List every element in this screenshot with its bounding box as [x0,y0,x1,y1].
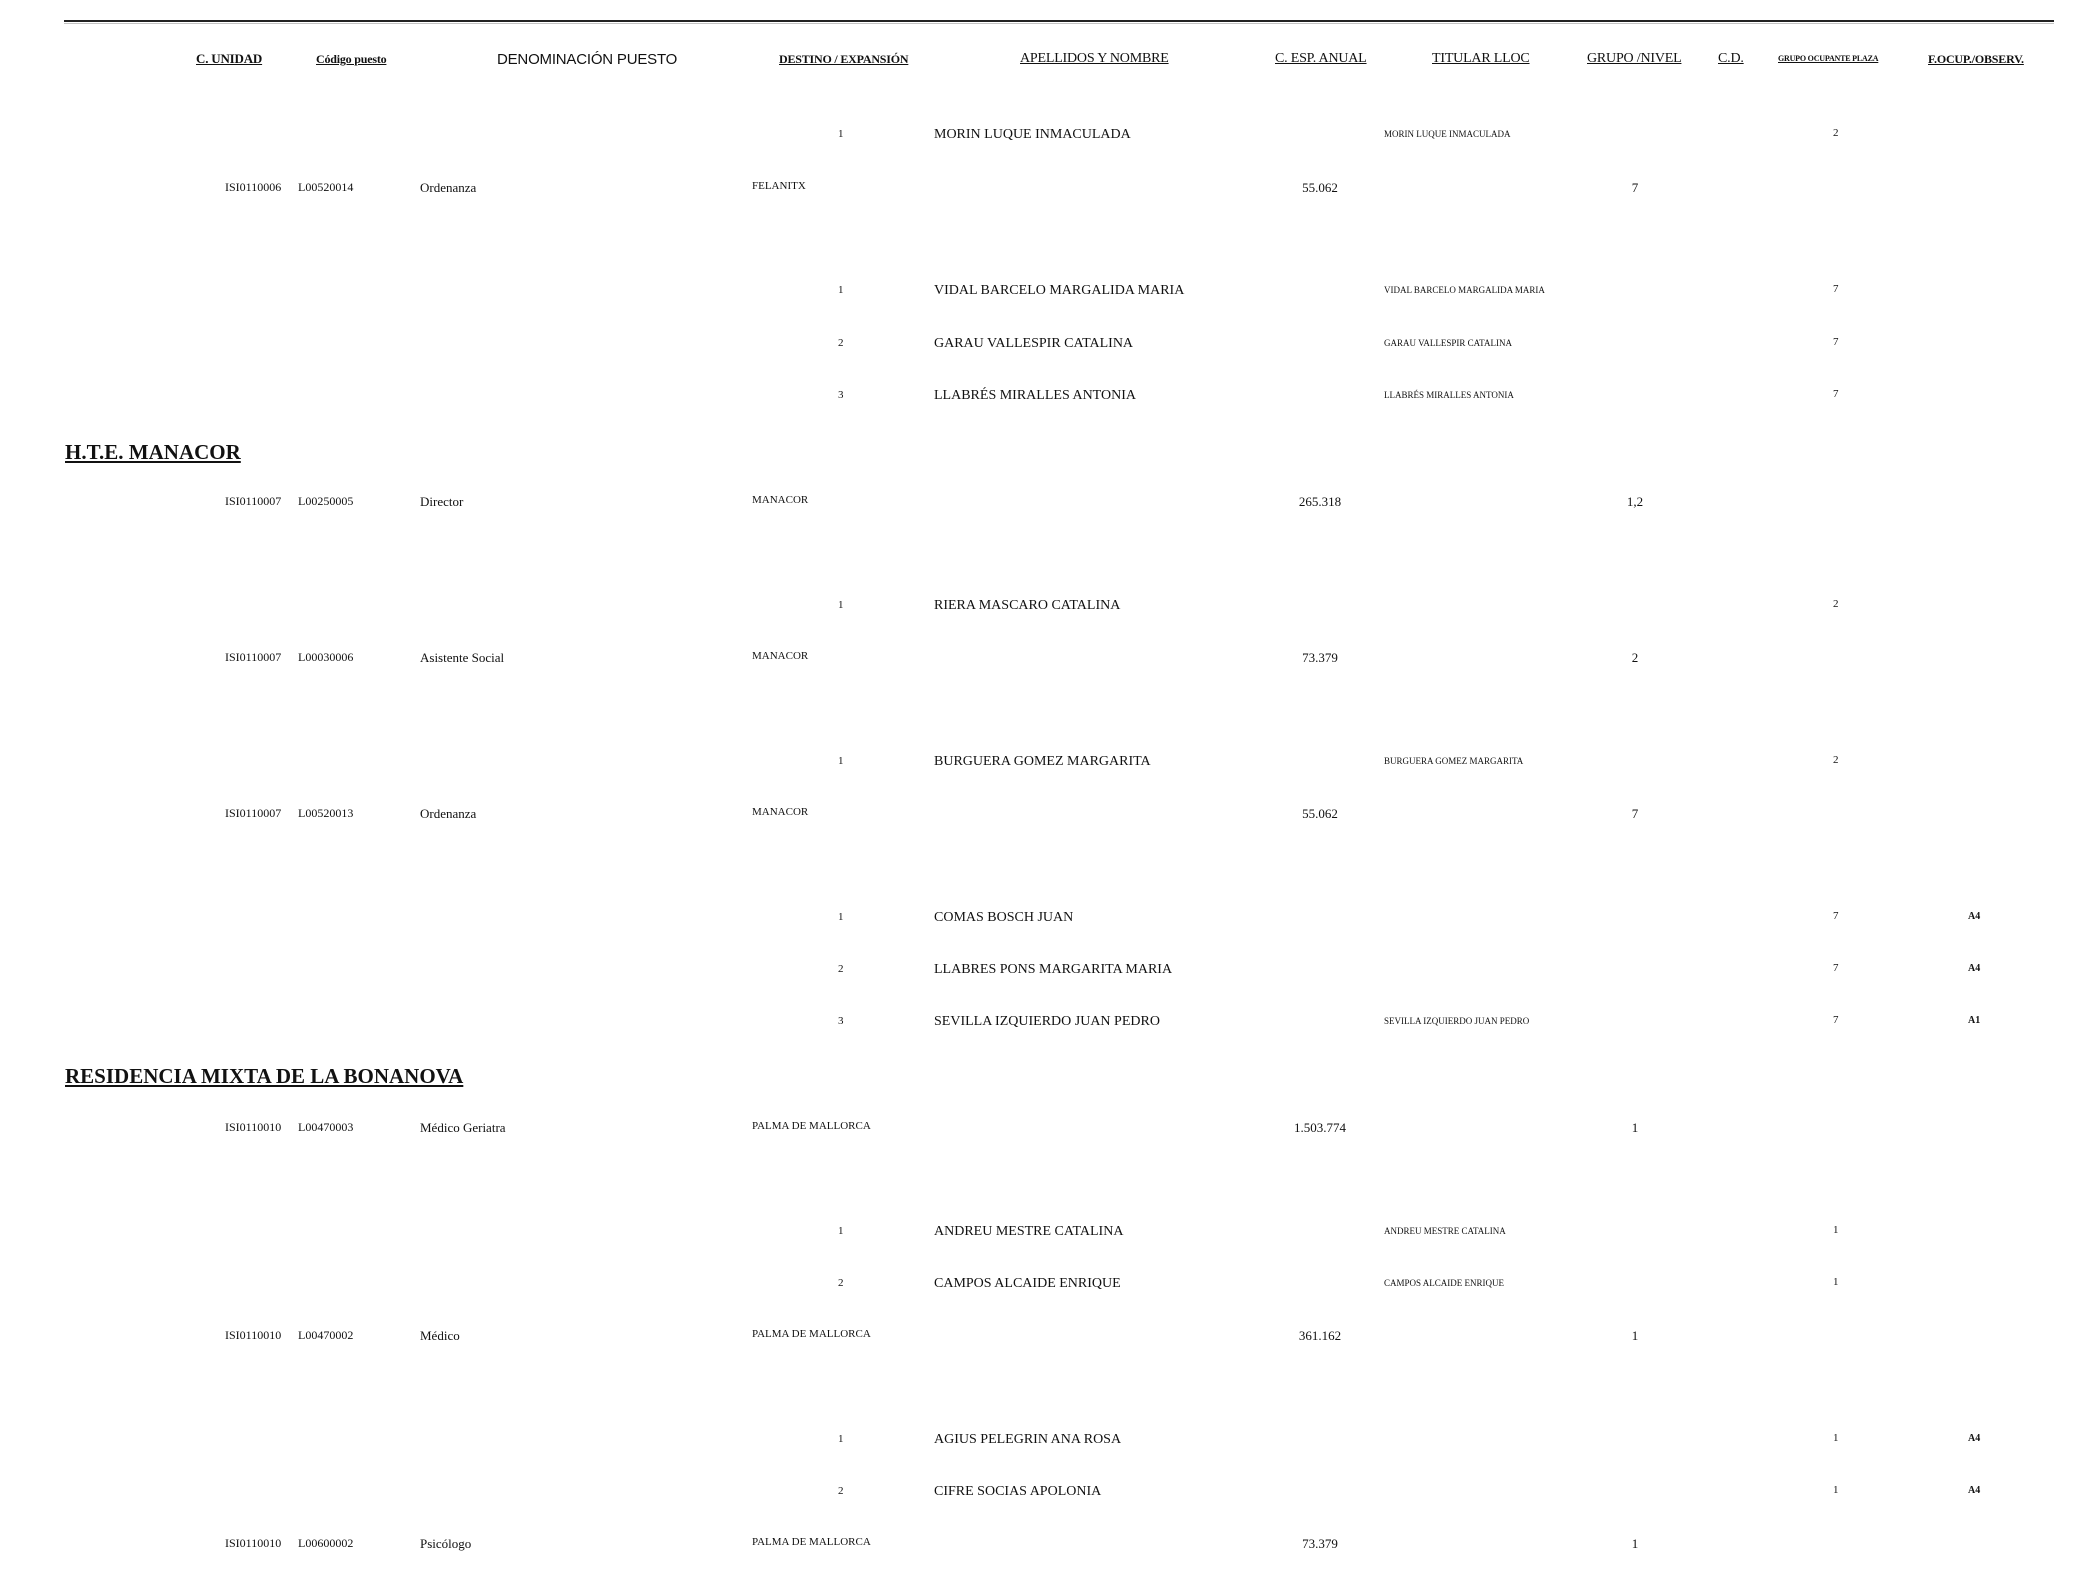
header-apellidos: APELLIDOS Y NOMBRE [1020,51,1169,66]
occupant-group: 7 [1833,283,1839,295]
post-name: Ordenanza [420,180,477,195]
occupant-number: 1 [838,599,844,611]
annual-specific-pay: 73.379 [1302,1536,1338,1551]
group-level: 7 [1631,806,1639,821]
occupant-name: COMAS BOSCH JUAN [934,910,1074,925]
header-titular: TITULAR LLOC [1432,51,1530,66]
destination: PALMA DE MALLORCA [752,1536,871,1548]
header-c-unidad: C. UNIDAD [196,51,263,66]
occupant-name: SEVILLA IZQUIERDO JUAN PEDRO [934,1014,1160,1029]
destination: MANACOR [752,650,809,662]
occupant-name: VIDAL BARCELO MARGALIDA MARIA [934,283,1185,298]
occupant-name: RIERA MASCARO CATALINA [934,598,1121,613]
occupant-name: AGIUS PELEGRIN ANA ROSA [934,1432,1122,1447]
titular-name: LLABRÉS MIRALLES ANTONIA [1384,390,1514,400]
occupant-name: MORIN LUQUE INMACULADA [934,127,1131,142]
destination: PALMA DE MALLORCA [752,1328,871,1340]
occupant-number: 1 [838,1433,844,1445]
post-code: L00520014 [298,180,354,194]
occupant-group: 2 [1833,598,1839,610]
group-level: 1,2 [1626,494,1644,509]
occupant-number: 2 [838,1485,844,1497]
post-name: Director [420,494,464,509]
post-name: Psicólogo [420,1536,472,1551]
post-name: Ordenanza [420,806,477,821]
unit-code: ISI0110007 [225,494,282,508]
occupant-group: 1 [1833,1432,1839,1444]
occupant-group: 2 [1833,754,1839,766]
occupant-group: 7 [1833,962,1839,974]
occupation-observation: A1 [1968,1015,1981,1026]
occupant-number: 2 [838,337,844,349]
group-level: 7 [1631,180,1639,195]
post-code: L00470003 [298,1120,354,1134]
occupant-number: 1 [838,128,844,140]
titular-name: CAMPOS ALCAIDE ENRIQUE [1384,1278,1505,1288]
occupation-observation: A4 [1968,911,1981,922]
occupant-name: LLABRÉS MIRALLES ANTONIA [934,388,1136,403]
header-f-ocup: F.OCUP./OBSERV. [1928,52,2024,66]
occupant-group: 7 [1833,1014,1839,1026]
group-level: 1 [1631,1120,1639,1135]
top-rule-shadow [64,23,2054,24]
post-name: Asistente Social [420,650,505,665]
section-title: RESIDENCIA MIXTA DE LA BONANOVA [65,1064,464,1088]
header-codigo-puesto: Código puesto [316,52,387,66]
annual-specific-pay: 73.379 [1302,650,1338,665]
titular-name: SEVILLA IZQUIERDO JUAN PEDRO [1384,1016,1530,1026]
annual-specific-pay: 1.503.774 [1294,1120,1346,1135]
group-level: 1 [1631,1536,1639,1551]
unit-code: ISI0110010 [225,1120,282,1134]
occupant-name: LLABRES PONS MARGARITA MARIA [934,962,1173,977]
occupant-group: 1 [1833,1484,1839,1496]
group-level: 2 [1631,650,1639,665]
occupant-number: 2 [838,963,844,975]
annual-specific-pay: 55.062 [1302,806,1338,821]
header-cd: C.D. [1718,51,1744,66]
header-grupo-ocupante: GRUPO OCUPANTE PLAZA [1778,54,1879,63]
occupant-number: 1 [838,755,844,767]
titular-name: ANDREU MESTRE CATALINA [1384,1226,1506,1236]
occupant-number: 1 [838,1225,844,1237]
occupant-name: BURGUERA GOMEZ MARGARITA [934,754,1151,769]
post-code: L00600002 [298,1536,354,1550]
titular-name: GARAU VALLESPIR CATALINA [1384,338,1512,348]
occupant-group: 7 [1833,910,1839,922]
annual-specific-pay: 55.062 [1302,180,1338,195]
post-name: Médico [420,1328,460,1343]
post-code: L00250005 [298,494,354,508]
occupant-number: 3 [838,1015,844,1027]
destination: MANACOR [752,494,809,506]
destination: PALMA DE MALLORCA [752,1120,871,1132]
unit-code: ISI0110006 [225,180,282,194]
destination: MANACOR [752,806,809,818]
post-code: L00030006 [298,650,354,664]
titular-name: VIDAL BARCELO MARGALIDA MARIA [1384,285,1545,295]
section-title: H.T.E. MANACOR [65,440,241,464]
occupant-group: 1 [1833,1224,1839,1236]
occupant-name: ANDREU MESTRE CATALINA [934,1224,1124,1239]
header-c-esp-anual: C. ESP. ANUAL [1275,51,1367,66]
occupant-number: 1 [838,911,844,923]
occupant-name: CAMPOS ALCAIDE ENRIQUE [934,1276,1121,1291]
unit-code: ISI0110010 [225,1536,282,1550]
post-name: Médico Geriatra [420,1120,506,1135]
header-destino: DESTINO / EXPANSIÓN [779,52,909,66]
occupation-observation: A4 [1968,963,1981,974]
occupant-name: CIFRE SOCIAS APOLONIA [934,1484,1102,1499]
unit-code: ISI0110010 [225,1328,282,1342]
post-code: L00520013 [298,806,354,820]
occupation-observation: A4 [1968,1433,1981,1444]
occupant-name: GARAU VALLESPIR CATALINA [934,336,1134,351]
unit-code: ISI0110007 [225,806,282,820]
annual-specific-pay: 361.162 [1298,1328,1342,1343]
group-level: 1 [1631,1328,1639,1343]
titular-name: BURGUERA GOMEZ MARGARITA [1384,756,1524,766]
occupant-number: 1 [838,284,844,296]
destination: FELANITX [752,180,806,192]
annual-specific-pay: 265.318 [1298,494,1342,509]
header-denominacion: DENOMINACIÓN PUESTO [497,51,678,68]
top-rule [64,20,2054,22]
occupant-group: 2 [1833,127,1839,139]
occupation-observation: A4 [1968,1485,1981,1496]
unit-code: ISI0110007 [225,650,282,664]
occupant-number: 2 [838,1277,844,1289]
header-grupo-nivel: GRUPO /NIVEL [1587,51,1682,66]
occupant-number: 3 [838,389,844,401]
occupant-group: 7 [1833,336,1839,348]
occupant-group: 7 [1833,388,1839,400]
occupant-group: 1 [1833,1276,1839,1288]
post-code: L00470002 [298,1328,354,1342]
titular-name: MORIN LUQUE INMACULADA [1384,129,1511,139]
